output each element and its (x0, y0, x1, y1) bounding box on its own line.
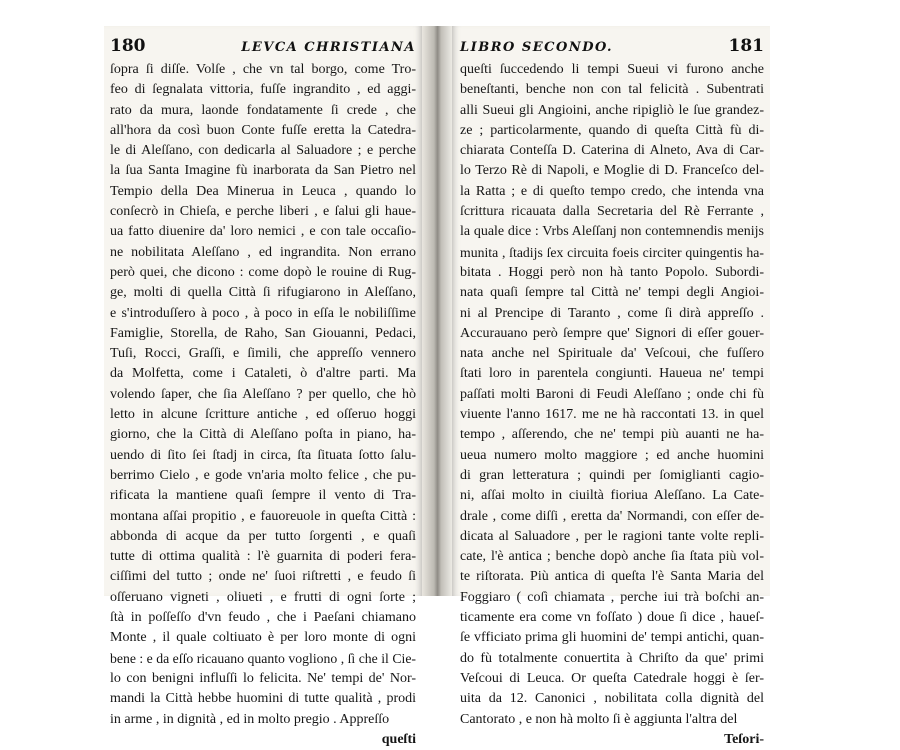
right-running-head: LIBRO SECONDO. (460, 40, 614, 55)
text-line: lo con benigni influſſi lo felicita. Ne' tempi de' Nor- (110, 670, 416, 686)
text-line: però quei, che dicono : come dopò le rouine di Rug- (110, 264, 416, 280)
text-line: ueua numero molto maggiore ; ed anche huomini (460, 447, 764, 463)
text-line: ticamente era come vn foſſato ) doue ſi dice , haueſ- (460, 610, 764, 626)
text-line: Cantorato , e non hà molto ſi è aggiunta l'altra del (460, 711, 738, 727)
left-catchword: queſti (381, 731, 416, 747)
text-line: paſſati molti Baroni di Feudi Aleſſano ; onde chi fù (460, 386, 764, 402)
text-line: ſtati loro in parentela congiunti. Haueua ne' tempi (460, 366, 764, 382)
text-line: in arme , in dignità , ed in molto pregio . Appreſſo (110, 711, 390, 727)
text-line: ſe vfficiato prima gli huomini de' tempi antichi, quan- (460, 630, 764, 646)
text-line: e s'introduſſero à poco , à poco in eſſa le nobiliſſime (110, 305, 416, 321)
text-line: ua fatto diuenire da' loro nemici , e con tale occaſio- (110, 224, 416, 240)
text-line: munita , ſtadijs ſex circuita foeis circiter quingentis ha- (460, 244, 764, 260)
text-line: abbonda di acque da per tutto ſorgenti , e quaſi (110, 528, 416, 544)
left-page-header (110, 36, 416, 58)
right-page-header (460, 36, 764, 58)
text-line: montana aſſai propitio , e fauoreuole in queſta Città : (110, 508, 416, 524)
text-line: ni, aſſai molto in ciuiltà fioriua Aleſſano. La Cate- (460, 488, 764, 504)
text-line: rificata la mantiene quaſi ſempre il vento di Tra- (110, 488, 416, 504)
text-line: Monte , il quale coltiuato è per loro monte di ogni (110, 630, 416, 646)
text-line: mandi la Città hebbe huomini di tutte qualità , prodi (110, 691, 416, 707)
text-line: viuente l'anno 1617. me ne hà raccontati 13. in quel (460, 407, 764, 423)
text-line: beneſtanti, benche non con tal felicità . Subentrati (460, 82, 764, 98)
text-line: bene : e da eſſo ricauano quanto vogliono , ſì che il Cie- (110, 650, 416, 666)
text-line: queſti ſuccedendo li tempi Sueui vi furono anche (460, 62, 764, 77)
text-line: all'hora da così buon Conte fuſſe eretta la Catedra- (110, 122, 416, 138)
text-line: Veſcoui di Leuca. Or queſta Catedrale hoggi è ſer- (460, 670, 764, 686)
text-line: ſcrittura ricauata dalla Secretaria del Rè Ferrante , (460, 204, 764, 220)
text-line: Tempio della Dea Minerua in Leuca , quando lo (110, 183, 416, 199)
text-line: bitata . Hoggi però non hà tanto Popolo. Subordi- (460, 264, 764, 280)
text-line: ge, molti di quella Città ſi rifugiarono in Aleſſano, (110, 285, 416, 301)
text-line: nata quaſi ſempre tal Città ne' tempi degli Angioi- (460, 285, 764, 301)
text-line: te riſtorata. Più antica di queſta l'è Santa Maria del (460, 569, 764, 585)
text-line: drale , come diſſi , eretta da' Normandi, con eſſer de- (460, 508, 764, 524)
text-line: giorno, che la Città di Aleſſano poſta in piano, ha- (110, 427, 416, 443)
text-line: ſopra ſi diſſe. Volſe , che vn tal borgo, come Tro- (110, 62, 416, 77)
text-line: di gran letteratura ; quindi per ſomiglianti cagio- (460, 467, 764, 483)
text-line: cate, l'è antica ; benche dopò anche ſia ſtata più vol- (460, 549, 764, 565)
text-line: la ſua Santa Imagine fù inarborata da San Pietro nel (110, 163, 416, 179)
book-gutter (422, 26, 452, 596)
text-line: oſſeruano vigneti , oliueti , e frutti di ogni ſorte ; (110, 589, 416, 605)
text-line: Foggiaro ( coſì chiamata , perche iui trà boſchi an- (460, 589, 764, 605)
text-line: dicata al Saluadore , per le ragioni tante volte repli- (460, 528, 764, 544)
text-line: do fù totalmente conuertita à Chriſto da que' primi (460, 650, 764, 666)
text-line: volendo ſaper, che ſia Aleſſano ? per quello, che hò (110, 386, 416, 402)
text-line: ne nobilitata Aleſſano , ed ingrandita. Non errano (110, 244, 416, 260)
text-line: letto in alcune ſcritture antiche , ed oſſeruo hoggi (110, 407, 416, 423)
text-line: Accurauano però ſempre que' Signori di eſſer gouer- (460, 325, 764, 341)
text-line: ze ; particolarmente, quando di queſta Città fù di- (460, 122, 764, 138)
text-line: conſecrò in Chieſa, e perche liberi , e ſalui gli haue- (110, 204, 416, 220)
text-line: tutte di ottima qualità : l'è guarnita di poderi fera- (110, 549, 416, 565)
text-line: uita da 12. Canonici , nobilitata colla dignità del (460, 691, 764, 707)
left-page-number: 180 (110, 36, 146, 56)
right-page-body (460, 60, 764, 730)
text-line: nata anche nel Spirituale da' Veſcoui, che fuſſero (460, 346, 764, 362)
text-line: Tuſi, Rocci, Graſſi, e ſimili, che appreſſo vennero (110, 346, 416, 362)
text-line: ni al Prencipe di Taranto , come ſi dirà appreſſo . (460, 305, 764, 321)
text-line: chiarata Conteſſa D. Caterina di Alneto, Ava di Car- (460, 143, 764, 159)
text-line: berrimo Cielo , e gode vn'aria molto felice , che pu- (110, 467, 416, 483)
text-line: ſtà in poſſeſſo d'vn feudo , che i Paeſani chiamano (110, 610, 416, 626)
right-catchword: Teſori- (724, 731, 764, 747)
left-page-body (110, 60, 416, 730)
text-line: la Ratta ; e di queſto tempo credo, che intenda vna (460, 183, 764, 199)
text-line: da Molfetta, come i Cataleti, ò d'altre parti. Ma (110, 366, 416, 382)
text-line: ciſſimi del tutto ; onde ne' ſuoi riſtretti , e feudo ſi (110, 569, 416, 585)
text-line: le di Aleſſano, con dedicarla al Saluadore ; e perche (110, 143, 416, 159)
text-line: la quale dice : Vrbs Aleſſanj non contemnendis menijs (460, 224, 764, 240)
text-line: uendo di ſito ſei ſtadj in circa, ſta ſituata ſotto ſalu- (110, 447, 416, 463)
right-page-number: 181 (728, 36, 764, 56)
text-line: rato da mura, laonde fondatamente ſi crede , che (110, 102, 416, 118)
right-page (452, 26, 770, 747)
text-line: lo Terzo Rè di Napoli, e Moglie di D. Franceſco del- (460, 163, 764, 179)
left-running-head: LEVCA CHRISTIANA (241, 40, 416, 55)
text-line: alli Sueui gli Angioini, anche ripigliò le ſue grandez- (460, 102, 764, 118)
text-line: tempo , aſſerendo, che ne' tempi più auanti ne ha- (460, 427, 764, 443)
text-line: Famiglie, Storella, de Raho, San Giouanni, Pedaci, (110, 325, 416, 341)
left-page (104, 26, 422, 747)
text-line: feo di ſegnalata vittoria, fuſſe ingrandito , ed aggi- (110, 82, 416, 98)
